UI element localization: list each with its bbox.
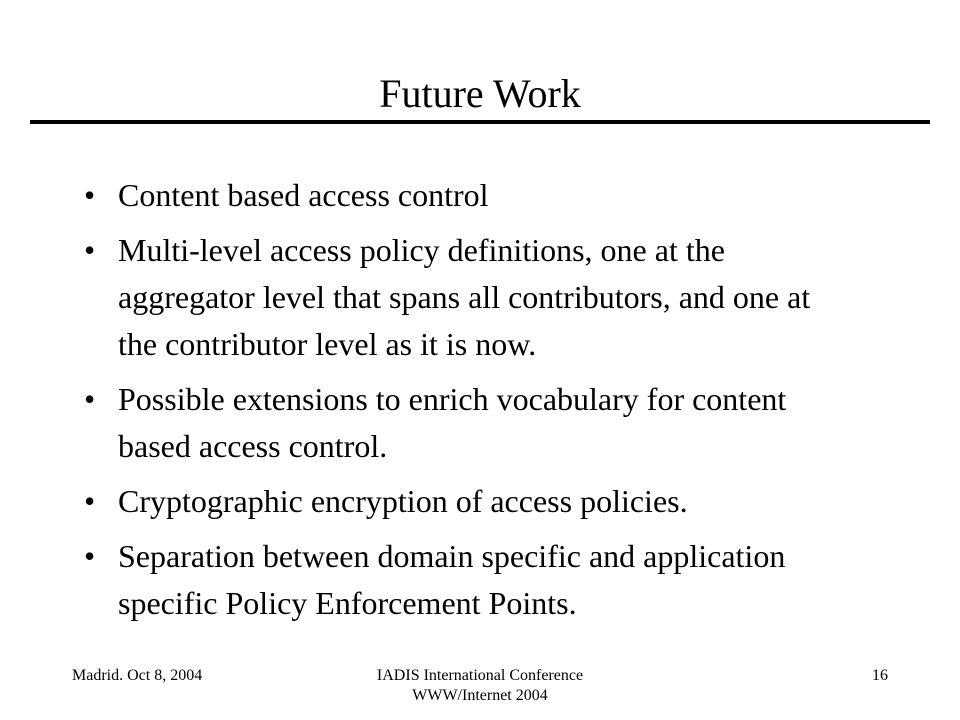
bullet-item <box>84 478 834 525</box>
slide-title: Future Work <box>379 71 581 116</box>
bullet-text: Multi-level access policy definitions, one at the aggregator level that spans all contributors, and one at the contributor level as it is now. <box>118 232 811 362</box>
bullet-icon: • <box>84 381 96 417</box>
bullet-icon: • <box>84 232 96 268</box>
bullet-icon: • <box>84 538 96 574</box>
bullet-item <box>84 227 834 368</box>
bullet-item <box>84 533 834 627</box>
title-divider <box>30 120 930 124</box>
bullet-text: Cryptographic encryption of access policies. <box>118 483 688 519</box>
bullet-text: Possible extensions to enrich vocabulary for content based access control. <box>118 381 787 464</box>
footer-conference-line1: IADIS International Conference <box>376 667 584 684</box>
bullet-text: Content based access control <box>118 177 489 213</box>
page-number: 16 <box>872 667 888 684</box>
bullet-text: Separation between domain specific and application specific Policy Enforcement Points. <box>118 538 786 621</box>
bullet-list <box>84 172 834 635</box>
bullet-icon: • <box>84 177 96 213</box>
bullet-icon: • <box>84 483 96 519</box>
footer-location-date: Madrid. Oct 8, 2004 <box>72 667 203 684</box>
bullet-item <box>84 376 834 470</box>
footer-conference-line2: WWW/Internet 2004 <box>412 687 548 704</box>
footer-conference <box>310 666 650 706</box>
bullet-item <box>84 172 834 219</box>
